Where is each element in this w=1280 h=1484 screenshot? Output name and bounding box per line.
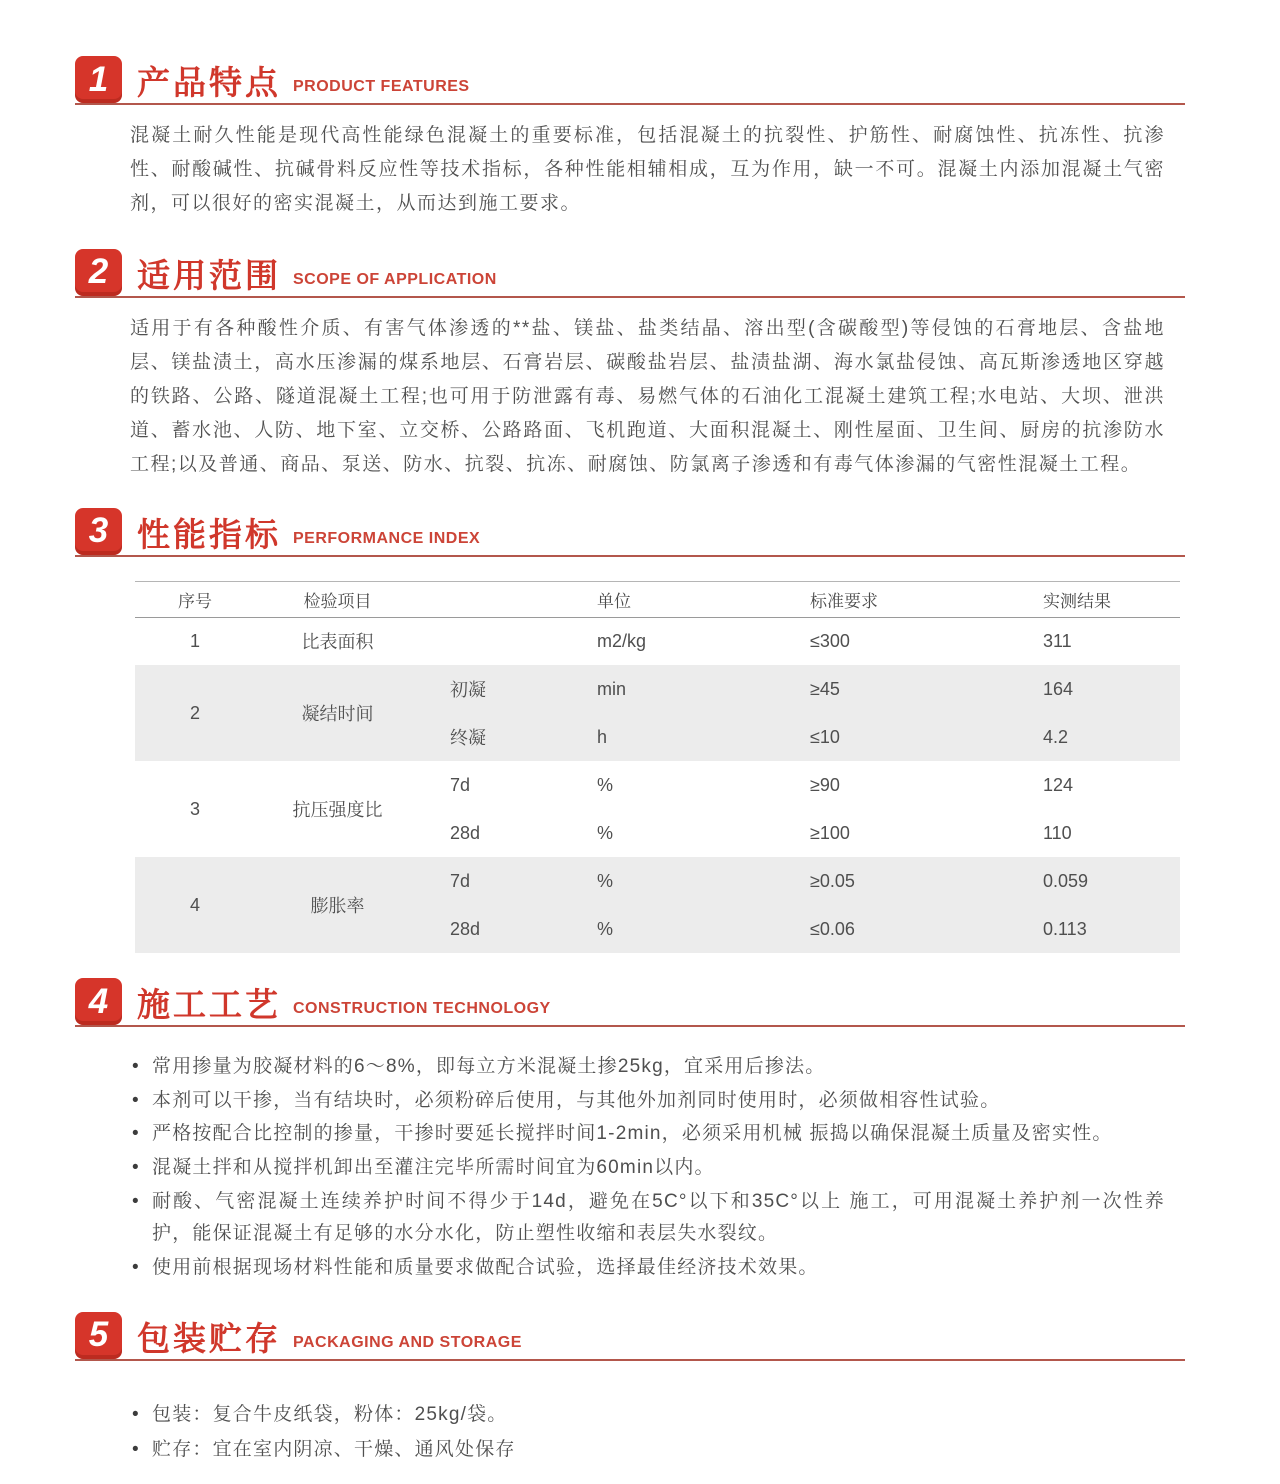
cell-sub: 7d xyxy=(450,774,471,795)
cell-item: 比表面积 xyxy=(301,632,374,653)
table-group-compressive-strength-ratio xyxy=(135,761,1180,857)
cell-requirement: ≥0.05 xyxy=(770,857,1005,905)
section-header-construction-technology xyxy=(75,977,1185,1027)
table-row xyxy=(135,761,1180,809)
list-item: • 包装：复合牛皮纸袋，粉体：25kg/袋。 xyxy=(130,1399,1165,1432)
section-header-packaging-and-storage xyxy=(75,1311,1185,1361)
section-title: 包装贮存 xyxy=(137,1319,281,1357)
list-item: • 贮存：宜在室内阴凉、干燥、通风处保存 xyxy=(130,1434,1165,1467)
cell-sub xyxy=(420,617,560,665)
cell-result: 164 xyxy=(1005,665,1180,713)
list-item: • 耐酸、气密混凝土连续养护时间不得少于14d，避免在5C°以下和35C°以上 施工，可用混凝土养护剂一次性养护，能保证混凝土有足够的水分水化，防止塑性收缩和表层失水裂纹。 xyxy=(130,1186,1165,1251)
table-row xyxy=(135,665,1180,713)
cell-unit: m2/kg xyxy=(597,630,647,651)
list-item: • 混凝土拌和从搅拌机卸出至灌注完毕所需时间宜为60min以内。 xyxy=(130,1152,1165,1185)
list-item: • 严格按配合比控制的掺量，干掺时要延长搅拌时间1-2min，必须采用机械 振捣以确保混凝土质量及密实性。 xyxy=(130,1118,1165,1151)
packaging-and-storage-list xyxy=(130,1399,1165,1467)
cell-requirement: ≤0.06 xyxy=(770,905,1005,953)
cell-result: 124 xyxy=(1043,774,1074,795)
table-group-expansion-rate xyxy=(135,857,1180,953)
section-subtitle: PRODUCT FEATURES xyxy=(293,78,470,95)
construction-technology-list xyxy=(130,1051,1165,1285)
cell-requirement: ≤10 xyxy=(770,713,1005,761)
cell-requirement: ≥45 xyxy=(770,665,1005,713)
performance-index-table xyxy=(135,581,1180,954)
cell-unit: min xyxy=(560,665,770,713)
list-item: • 本剂可以干掺，当有结块时，必须粉碎后使用，与其他外加剂同时使用时，必须做相容性试验。 xyxy=(130,1085,1165,1118)
column-header-result: 实测结果 xyxy=(1005,581,1180,617)
cell-unit: h xyxy=(560,713,770,761)
cell-result: 311 xyxy=(1043,630,1072,651)
scope-of-application-paragraph: 适用于有各种酸性介质、有害气体渗透的**盐、镁盐、盐类结晶、溶出型(含碳酸型)等侵蚀的石膏地层、含盐地层、镁盐渍土，高水压渗漏的煤系地层、石膏岩层、碳酸盐岩层、盐渍盐湖、海水氯盐侵蚀、高瓦斯渗透地区穿越的铁路、公路、隧道混凝土工程;也可用于防泄露有毒、易燃气体的石油化工混凝土建筑工程;水电站、大坝、泄洪道、蓄水池、人防、地下室、立交桥、公路路面、飞机跑道、大面积混凝土、刚性屋面、卫生间、厨房的抗渗防水工程;以及普通、商品、泵送、防水、抗裂、抗冻、耐腐蚀、防氯离子渗透和有毒气体渗漏的气密性混凝土工程。 xyxy=(130,317,1165,476)
section-number-badge: 4 xyxy=(75,978,122,1025)
column-header-unit: 单位 xyxy=(560,581,770,617)
cell-sub: 28d xyxy=(450,822,481,843)
section-subtitle: PACKAGING AND STORAGE xyxy=(293,1333,522,1351)
column-header-sub-spacer xyxy=(420,581,560,617)
cell-unit: % xyxy=(597,822,614,843)
table-row xyxy=(135,857,1180,905)
column-header-requirement: 标准要求 xyxy=(770,581,1005,617)
section-header-product-features xyxy=(75,55,1185,105)
cell-result: 4.2 xyxy=(1005,713,1180,761)
section-title: 产品特点 xyxy=(137,64,281,101)
list-item: • 常用掺量为胶凝材料的6～8%，即每立方米混凝土掺25kg，宜采用后掺法。 xyxy=(130,1051,1165,1084)
cell-seq: 2 xyxy=(135,665,255,761)
table-group-setting-time xyxy=(135,665,1180,761)
table-header-row xyxy=(135,581,1180,617)
section-title: 性能指标 xyxy=(137,515,281,553)
cell-seq: 3 xyxy=(189,798,200,819)
cell-sub: 7d xyxy=(420,857,560,905)
cell-item: 抗压强度比 xyxy=(292,800,383,820)
cell-result: 0.113 xyxy=(1005,905,1180,953)
cell-requirement: ≥100 xyxy=(810,822,850,843)
cell-result: 0.059 xyxy=(1005,857,1180,905)
cell-sub: 终凝 xyxy=(420,713,560,761)
cell-seq: 1 xyxy=(189,630,200,651)
section-number-badge: 2 xyxy=(75,249,122,296)
section-header-scope-of-application xyxy=(75,248,1185,298)
column-header-item: 检验项目 xyxy=(255,581,420,617)
cell-item: 膨胀率 xyxy=(255,857,420,953)
list-item: • 使用前根据现场材料性能和质量要求做配合试验，选择最佳经济技术效果。 xyxy=(130,1252,1165,1285)
cell-result: 110 xyxy=(1043,822,1072,843)
column-header-seq: 序号 xyxy=(135,581,255,617)
cell-requirement: ≥90 xyxy=(810,774,840,795)
cell-unit: % xyxy=(560,905,770,953)
cell-sub: 28d xyxy=(420,905,560,953)
section-subtitle: CONSTRUCTION TECHNOLOGY xyxy=(293,1000,551,1017)
section-title: 适用范围 xyxy=(137,256,281,294)
section-number-badge: 3 xyxy=(75,508,122,555)
cell-requirement: ≤300 xyxy=(810,630,850,651)
section-number-badge: 5 xyxy=(75,1312,122,1359)
product-features-paragraph: 混凝土耐久性能是现代高性能绿色混凝土的重要标准，包括混凝土的抗裂性、护筋性、耐腐蚀性、抗冻性、抗渗性、耐酸碱性、抗碱骨料反应性等技术指标，各种性能相辅相成，互为作用，缺一不可。混凝土内添加混凝土气密剂，可以很好的密实混凝土，从而达到施工要求。 xyxy=(130,125,1165,215)
section-subtitle: PERFORMANCE INDEX xyxy=(293,529,481,547)
section-title: 施工工艺 xyxy=(137,986,281,1023)
cell-sub: 初凝 xyxy=(420,665,560,713)
table-row xyxy=(135,617,1180,665)
section-subtitle: SCOPE OF APPLICATION xyxy=(293,270,497,288)
section-number-badge: 1 xyxy=(75,56,122,103)
section-header-performance-index xyxy=(75,507,1185,557)
cell-item: 凝结时间 xyxy=(255,665,420,761)
cell-unit: % xyxy=(597,774,614,795)
cell-seq: 4 xyxy=(135,857,255,953)
table-group-specific-surface xyxy=(135,617,1180,665)
cell-unit: % xyxy=(560,857,770,905)
